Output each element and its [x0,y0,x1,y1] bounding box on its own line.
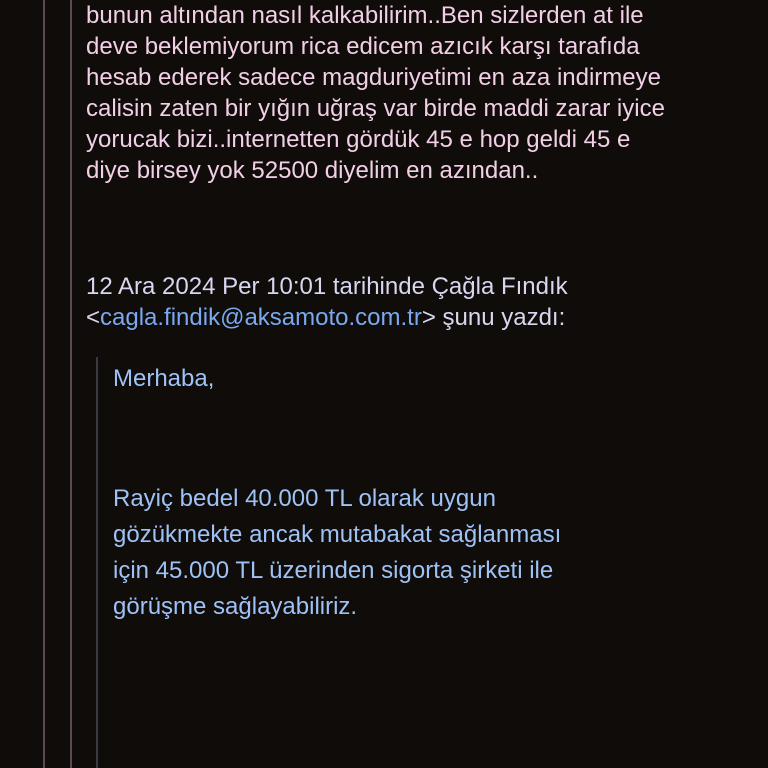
quoted-line: görüşme sağlayabiliriz. [113,593,358,620]
reply-line: deve beklemiyorum rica edicem azıcık karşı tarafıda [86,33,640,60]
email-open-bracket: < [86,304,101,331]
reply-line: yorucak bizi..internetten gördük 45 e hop geldi 45 e [86,126,631,153]
sender-email-link[interactable]: cagla.findik@aksamoto.com.tr [100,304,422,331]
quote-bar-outer [43,0,45,768]
reply-line: diye birsey yok 52500 diyelim en azından.. [86,157,539,184]
quoted-message-body [113,481,743,625]
attribution-suffix: > şunu yazdı: [421,304,566,331]
quoted-line: gözükmekte ancak mutabakat sağlanması [113,521,562,548]
quoted-line: için 45.000 TL üzerinden sigorta şirketi ile [113,557,554,584]
quoted-line: Rayiç bedel 40.000 TL olarak uygun [113,485,496,512]
reply-message-body [86,0,746,186]
quote-bar-middle [70,0,72,768]
quote-bar-inner [96,357,98,768]
attribution-date-sender: 12 Ara 2024 Per 10:01 tarihinde Çağla Fındık [86,273,568,300]
reply-line: bunun altından nasıl kalkabilirim..Ben sizlerden at ile [86,2,644,29]
quoted-greeting: Merhaba, [113,365,215,392]
reply-line: calisin zaten bir yığın uğraş var birde maddi zarar iyice [86,95,665,122]
quote-attribution [86,271,746,333]
reply-line: hesab ederek sadece magduriyetimi en aza indirmeye [86,64,661,91]
attribution-email-line [86,302,746,333]
